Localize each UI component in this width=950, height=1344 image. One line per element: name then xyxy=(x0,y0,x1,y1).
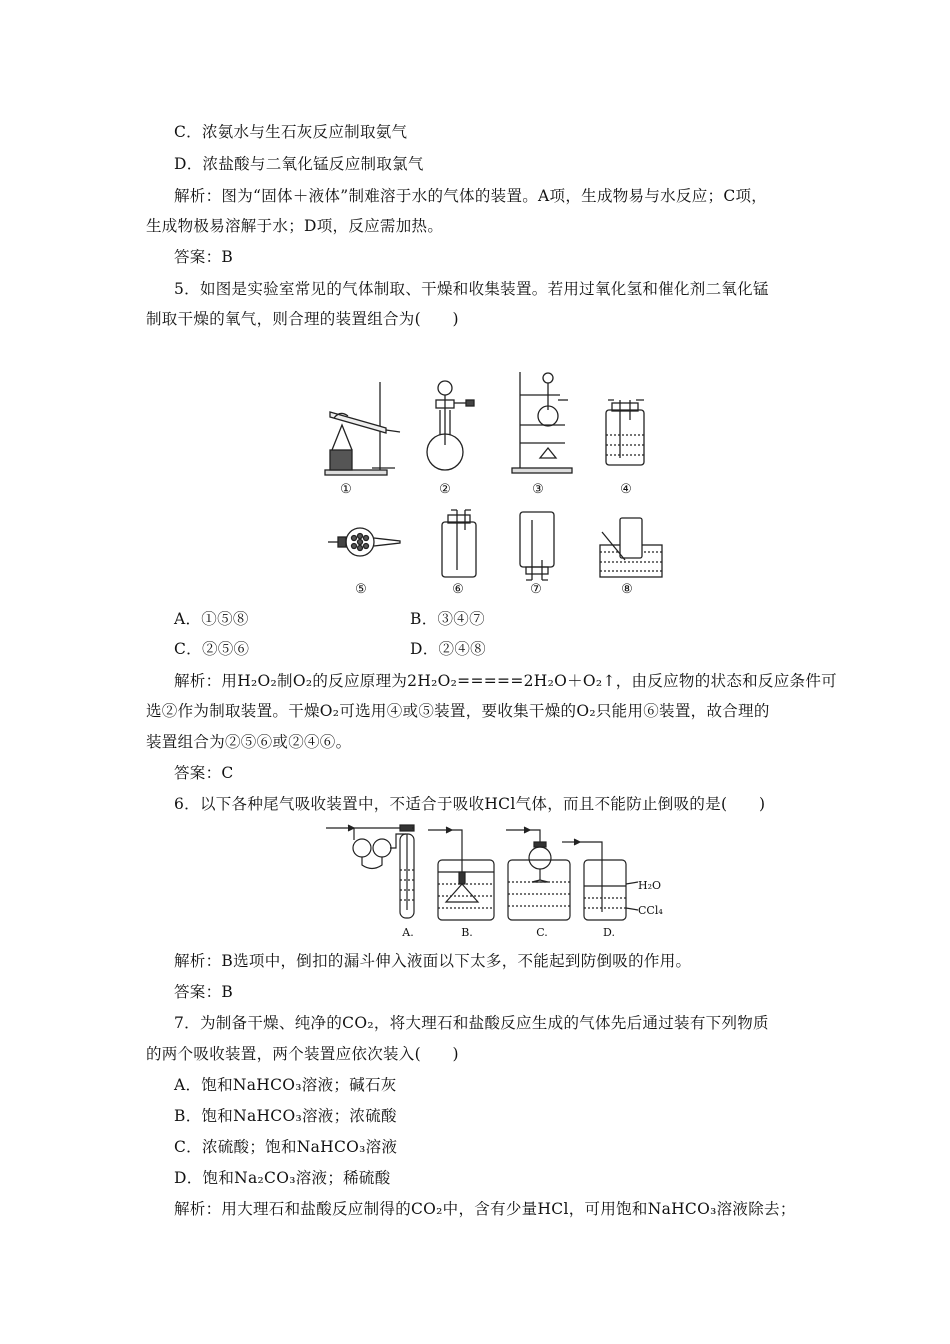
q6-absorption-figure xyxy=(322,820,662,942)
q5-answer: 答案：C xyxy=(174,764,234,782)
apparatus-8-water-trough xyxy=(600,518,662,577)
fig5-label-8: ⑧ xyxy=(621,582,633,597)
fig5-label-7: ⑦ xyxy=(530,582,542,597)
q5-option-a: A．①⑤⑧ xyxy=(174,610,249,628)
q7-explanation-line1: 解析：用大理石和盐酸反应制得的CO₂中，含有少量HCl，可用饱和NaHCO₃溶液除去； xyxy=(174,1200,796,1218)
absorber-b xyxy=(428,827,494,920)
apparatus-1-solid-heating xyxy=(325,382,400,475)
q7-stem-line2: 的两个吸收装置，两个装置应依次装入( ) xyxy=(146,1045,459,1063)
q4-explanation-line1: 解析：图为“固体＋液体”制难溶于水的气体的装置。A项，生成物易与水反应；C项， xyxy=(174,187,768,205)
fig6-label-b: B. xyxy=(461,926,473,939)
fig5-label-3: ③ xyxy=(532,482,544,497)
absorber-d xyxy=(562,839,638,920)
fig6-label-a: A. xyxy=(402,926,414,939)
fig6-label-d: D. xyxy=(603,926,615,939)
q5-option-b: B．③④⑦ xyxy=(410,610,485,628)
q5-stem-line2: 制取干燥的氧气，则合理的装置组合为( ) xyxy=(146,310,459,328)
q4-option-c: C．浓氨水与生石灰反应制取氨气 xyxy=(174,123,408,141)
fig5-label-2: ② xyxy=(439,482,451,497)
apparatus-6-collection-bottle xyxy=(442,510,476,577)
q5-explanation-line1: 解析：用H₂O₂制O₂的反应原理为2H₂O₂=====2H₂O＋O₂↑，由反应物的状态和反应条件可 xyxy=(174,672,837,690)
fig6-liquid-water: H₂O xyxy=(638,879,662,892)
fig5-label-5: ⑤ xyxy=(355,582,367,597)
q7-option-c: C．浓硫酸；饱和NaHCO₃溶液 xyxy=(174,1138,398,1156)
fig5-label-4: ④ xyxy=(620,482,632,497)
apparatus-5-drying-tube xyxy=(328,528,400,556)
fig6-liquid-ccl4: CCl₄ xyxy=(638,904,663,917)
apparatus-7-inverted-bottle xyxy=(520,512,554,580)
q7-option-a: A．饱和NaHCO₃溶液；碱石灰 xyxy=(174,1076,397,1094)
q5-option-d: D．②④⑧ xyxy=(410,640,486,658)
q4-option-d: D．浓盐酸与二氧化锰反应制取氯气 xyxy=(174,155,424,173)
q6-explanation: 解析：B选项中，倒扣的漏斗伸入液面以下太多，不能起到防倒吸的作用。 xyxy=(174,952,692,970)
q6-stem: 6．以下各种尾气吸收装置中，不适合于吸收HCl气体，而且不能防止倒吸的是( ) xyxy=(174,795,766,813)
q5-explanation-line2: 选②作为制取装置。干燥O₂可选用④或⑤装置，要收集干燥的O₂只能用⑥装置，故合理的 xyxy=(146,702,770,720)
q7-stem-line1: 7．为制备干燥、纯净的CO₂，将大理石和盐酸反应生成的气体先后通过装有下列物质 xyxy=(174,1014,769,1032)
q5-option-c: C．②⑤⑥ xyxy=(174,640,250,658)
fig5-label-6: ⑥ xyxy=(452,582,464,597)
q5-stem-line1: 5．如图是实验室常见的气体制取、干燥和收集装置。若用过氧化氢和催化剂二氧化锰 xyxy=(174,280,769,298)
absorber-a xyxy=(326,825,414,918)
apparatus-2-solid-liquid xyxy=(427,381,474,470)
absorber-c xyxy=(506,827,570,920)
q5-explanation-line3: 装置组合为②⑤⑥或②④⑥。 xyxy=(146,733,352,751)
q7-option-d: D．饱和Na₂CO₃溶液；稀硫酸 xyxy=(174,1169,391,1187)
fig5-label-1: ① xyxy=(340,482,352,497)
q4-answer: 答案：B xyxy=(174,248,234,266)
q4-explanation-line2: 生成物极易溶解于水；D项，反应需加热。 xyxy=(146,217,444,235)
q7-option-b: B．饱和NaHCO₃溶液；浓硫酸 xyxy=(174,1107,397,1125)
apparatus-3-solid-liquid-heating xyxy=(512,372,572,473)
q6-answer: 答案：B xyxy=(174,983,234,1001)
fig6-label-c: C. xyxy=(536,926,548,939)
apparatus-4-wash-bottle xyxy=(606,400,644,465)
